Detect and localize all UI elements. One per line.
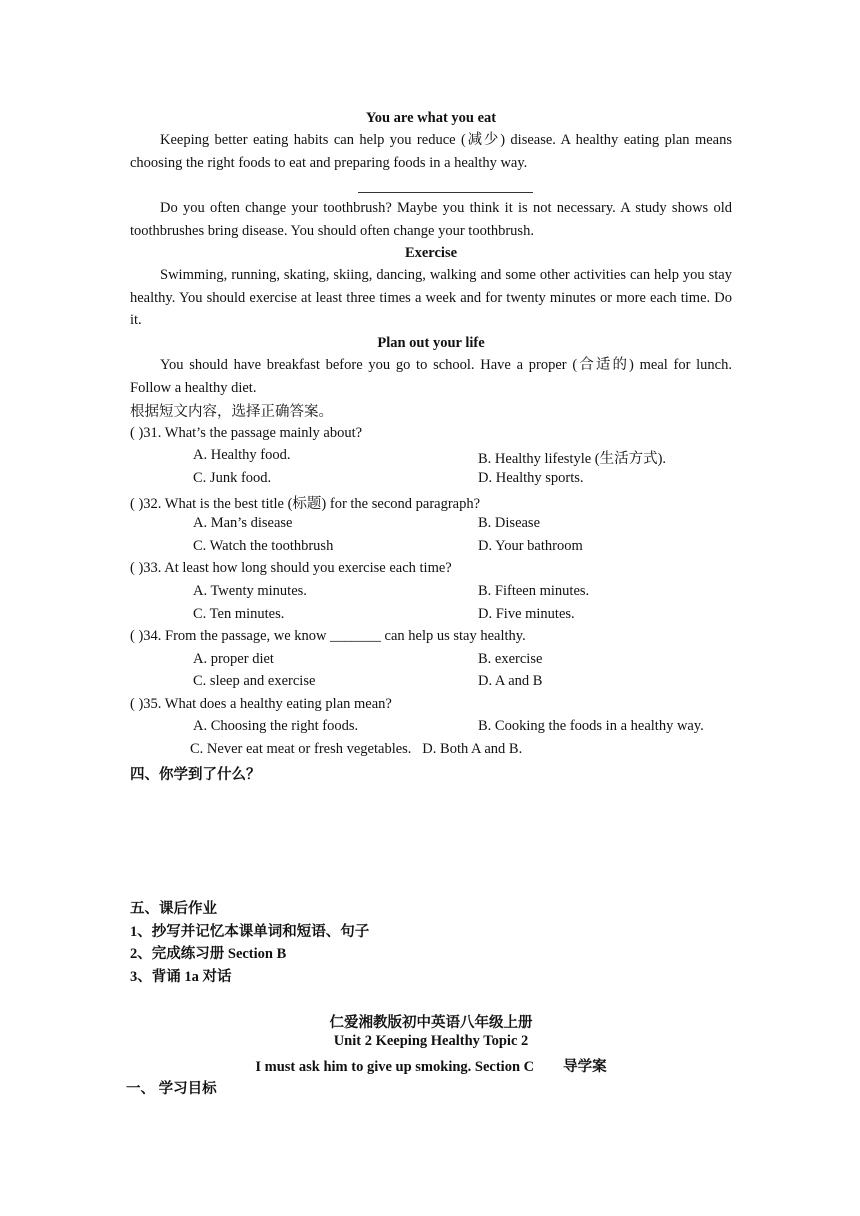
option-35-cd: C. Never eat meat or fresh vegetables. D. Both A and B. (190, 741, 523, 757)
section-4-heading: 四、你学到了什么？ (130, 767, 261, 783)
heading-plan: Plan out your life (377, 335, 485, 351)
homework-item-2: 2、完成练习册 Section B (130, 946, 287, 962)
option-34-a: A. proper diet (193, 651, 274, 667)
option-32-c: C. Watch the toothbrush (193, 538, 334, 554)
option-33-d: D. Five minutes. (478, 606, 575, 622)
question-31: ( )31. What’s the passage mainly about? (130, 425, 363, 441)
option-34-c: C. sleep and exercise (193, 673, 316, 689)
question-34: ( )34. From the passage, we know _______ can help us stay healthy. (130, 628, 526, 644)
option-32-d: D. Your bathroom (478, 538, 583, 554)
learning-goals-heading: 一、 学习目标 (126, 1081, 217, 1097)
option-35-a: A. Choosing the right foods. (193, 718, 359, 734)
lesson-title: I must ask him to give up smoking. Section C 导学案 (255, 1059, 607, 1075)
section-5-heading: 五、课后作业 (130, 901, 217, 917)
blank-heading-line (358, 192, 533, 193)
option-34-b: B. exercise (478, 651, 543, 667)
option-32-b: B. Disease (478, 515, 541, 531)
option-33-b: B. Fifteen minutes. (478, 583, 590, 599)
paragraph-2: Do you often change your toothbrush? Maybe you think it is not necessary. A study shows old toothbrushes bring disease. You should often change your toothbrush. (130, 200, 732, 239)
option-35-b: B. Cooking the foods in a healthy way. (478, 718, 704, 734)
option-33-c: C. Ten minutes. (193, 606, 285, 622)
passage-title: You are what you eat (365, 110, 497, 126)
book-title: 仁爱湘教版初中英语八年级上册 (329, 1015, 533, 1031)
option-31-c: C. Junk food. (193, 470, 272, 486)
homework-item-3: 3、背诵 1a 对话 (130, 969, 232, 985)
paragraph-3: Swimming, running, skating, skiing, dancing, walking and some other activities can help you stay healthy. You should exercise at least three times a week and for twenty minutes or more each time. Do it. (130, 267, 732, 328)
homework-item-1: 1、抄写并记忆本课单词和短语、句子 (130, 924, 370, 940)
option-31-a: A. Healthy food. (193, 447, 291, 463)
option-33-a: A. Twenty minutes. (193, 583, 307, 599)
question-33: ( )33. At least how long should you exercise each time? (130, 560, 452, 576)
option-31-b: B. Healthy lifestyle (生活方式). (478, 451, 667, 467)
option-32-a: A. Man’s disease (193, 515, 293, 531)
paragraph-1: Keeping better eating habits can help you reduce (减少) disease. A healthy eating plan means choosing the right foods to eat and preparing foods in a healthy way. (130, 132, 732, 171)
unit-title: Unit 2 Keeping Healthy Topic 2 (333, 1033, 529, 1049)
heading-exercise: Exercise (404, 245, 458, 261)
instruction: 根据短文内容，选择正确答案。 (130, 404, 333, 420)
paragraph-4: You should have breakfast before you go to school. Have a proper (合适的) meal for lunch. Follow a healthy diet. (130, 357, 732, 396)
question-32: ( )32. What is the best title (标题) for the second paragraph? (130, 496, 481, 512)
option-31-d: D. Healthy sports. (478, 470, 584, 486)
question-35: ( )35. What does a healthy eating plan mean? (130, 696, 392, 712)
option-34-d: D. A and B (478, 673, 543, 689)
